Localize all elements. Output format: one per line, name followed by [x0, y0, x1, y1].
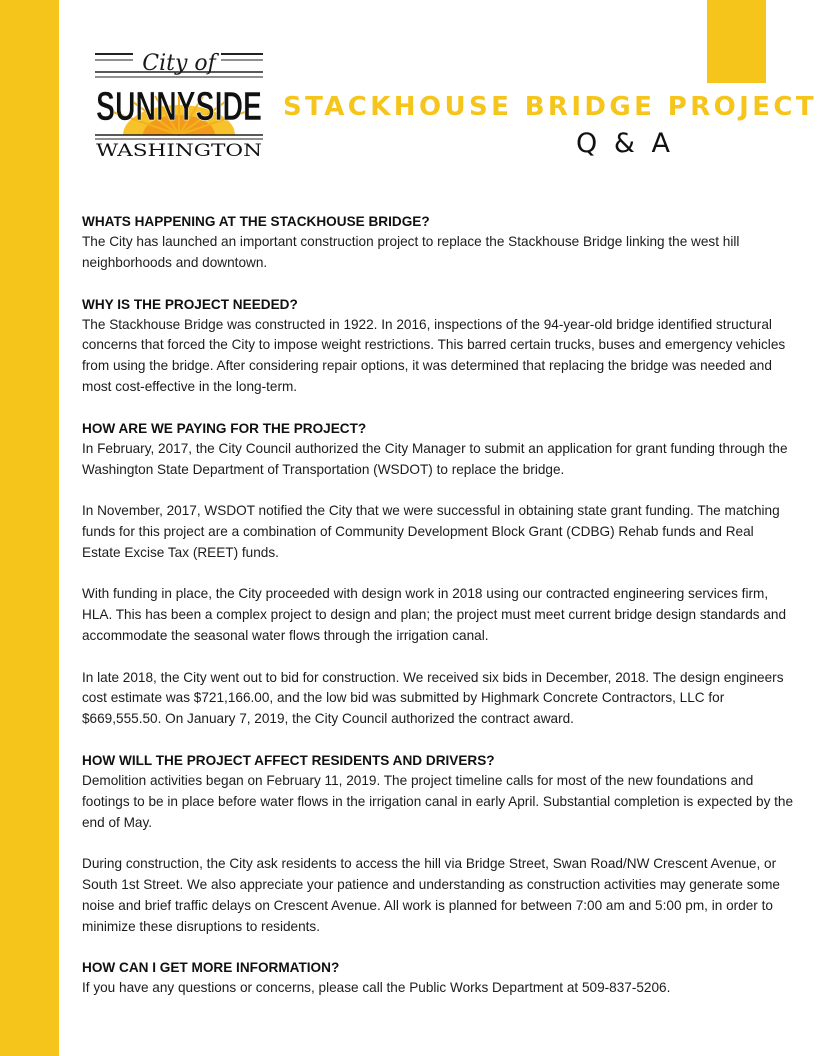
page-subtitle: Q & A — [576, 128, 674, 159]
section-paragraph: The Stackhouse Bridge was constructed in 1922. In 2016, inspections of the 94-year-old bridge identified structural concerns that forced the City to impose weight restrictions. This barred certain trucks, buses and emergency vehicles from using the bridge. After considering repair options, it was determined that replacing the bridge was needed and most cost-effective in the long-term. — [82, 316, 786, 394]
section-paragraph: During construction, the City ask residents to access the hill via Bridge Street, Swan Road/NW Crescent Avenue, or South 1st Street. We also appreciate your patience and understanding as construction activities may generate some noise and brief traffic delays on Crescent Avenue. All work is planned for between 7:00 am and 5:00 pm, in order to minimize these disruptions to residents. — [82, 856, 780, 934]
section-paragraph: The City has launched an important construction project to replace the Stackhouse Bridge linking the west hill neighborhoods and downtown. — [82, 234, 740, 270]
page-title: STACKHOUSE BRIDGE PROJECT — [283, 92, 817, 122]
section-paragraph: With funding in place, the City proceeded with design work in 2018 using our contracted engineering services firm, HLA. This has been a complex project to design and plan; the project must meet current bridge design standards and accommodate the seasonal water flows through the irrigation canal. — [82, 586, 787, 643]
section-heading: WHATS HAPPENING AT THE STACKHOUSE BRIDGE? — [82, 214, 430, 229]
qa-section-more-info — [82, 957, 794, 999]
logo-washington-text: WASHINGTON — [96, 141, 263, 161]
section-paragraph: In February, 2017, the City Council authorized the City Manager to submit an application for grant funding through the Washington State Department of Transportation (WSDOT) to replace the bridge. — [82, 440, 788, 477]
section-paragraph: In late 2018, the City went out to bid for construction. We received six bids in December, 2018. The design engineers cost estimate was $721,166.00, and the low bid was submitted by Highmark Concrete Contractors, LLC for $669,555.50. On January 7, 2019, the City Council authorized the contract award. — [82, 669, 784, 727]
section-paragraph: If you have any questions or concerns, please call the Public Works Department at 509-837-5206. — [82, 980, 671, 996]
qa-section-impact — [82, 750, 794, 937]
qa-section-why-needed — [82, 294, 794, 398]
city-logo-graphic — [93, 42, 265, 161]
section-heading: HOW CAN I GET MORE INFORMATION? — [82, 960, 340, 976]
section-heading: HOW ARE WE PAYING FOR THE PROJECT? — [82, 420, 367, 436]
section-heading: WHY IS THE PROJECT NEEDED? — [82, 296, 298, 312]
section-paragraph: Demolition activities began on February 11, 2019. The project timeline calls for most of the new foundations and footings to be in place before water flows in the irrigation canal in early April. Substantial completion is expected by the end of May. — [82, 772, 794, 830]
logo-city-of-text: City of — [142, 51, 216, 76]
qa-content — [82, 211, 794, 1019]
logo-sunnyside-text: SUNNYSIDE — [96, 83, 262, 129]
section-paragraph: In November, 2017, WSDOT notified the City that we were successful in obtaining state grant funding. The matching funds for this project are a combination of Community Development Block Grant (CDBG) Rehab funds and Real Estate Excise Tax (REET) funds. — [82, 503, 780, 560]
left-accent-bar — [0, 0, 59, 1056]
section-heading: HOW WILL THE PROJECT AFFECT RESIDENTS AND DRIVERS? — [82, 752, 495, 768]
qa-section-happening — [82, 211, 794, 274]
qa-section-funding — [82, 418, 794, 730]
top-accent-block — [707, 0, 766, 83]
city-seal-logo — [93, 42, 265, 161]
